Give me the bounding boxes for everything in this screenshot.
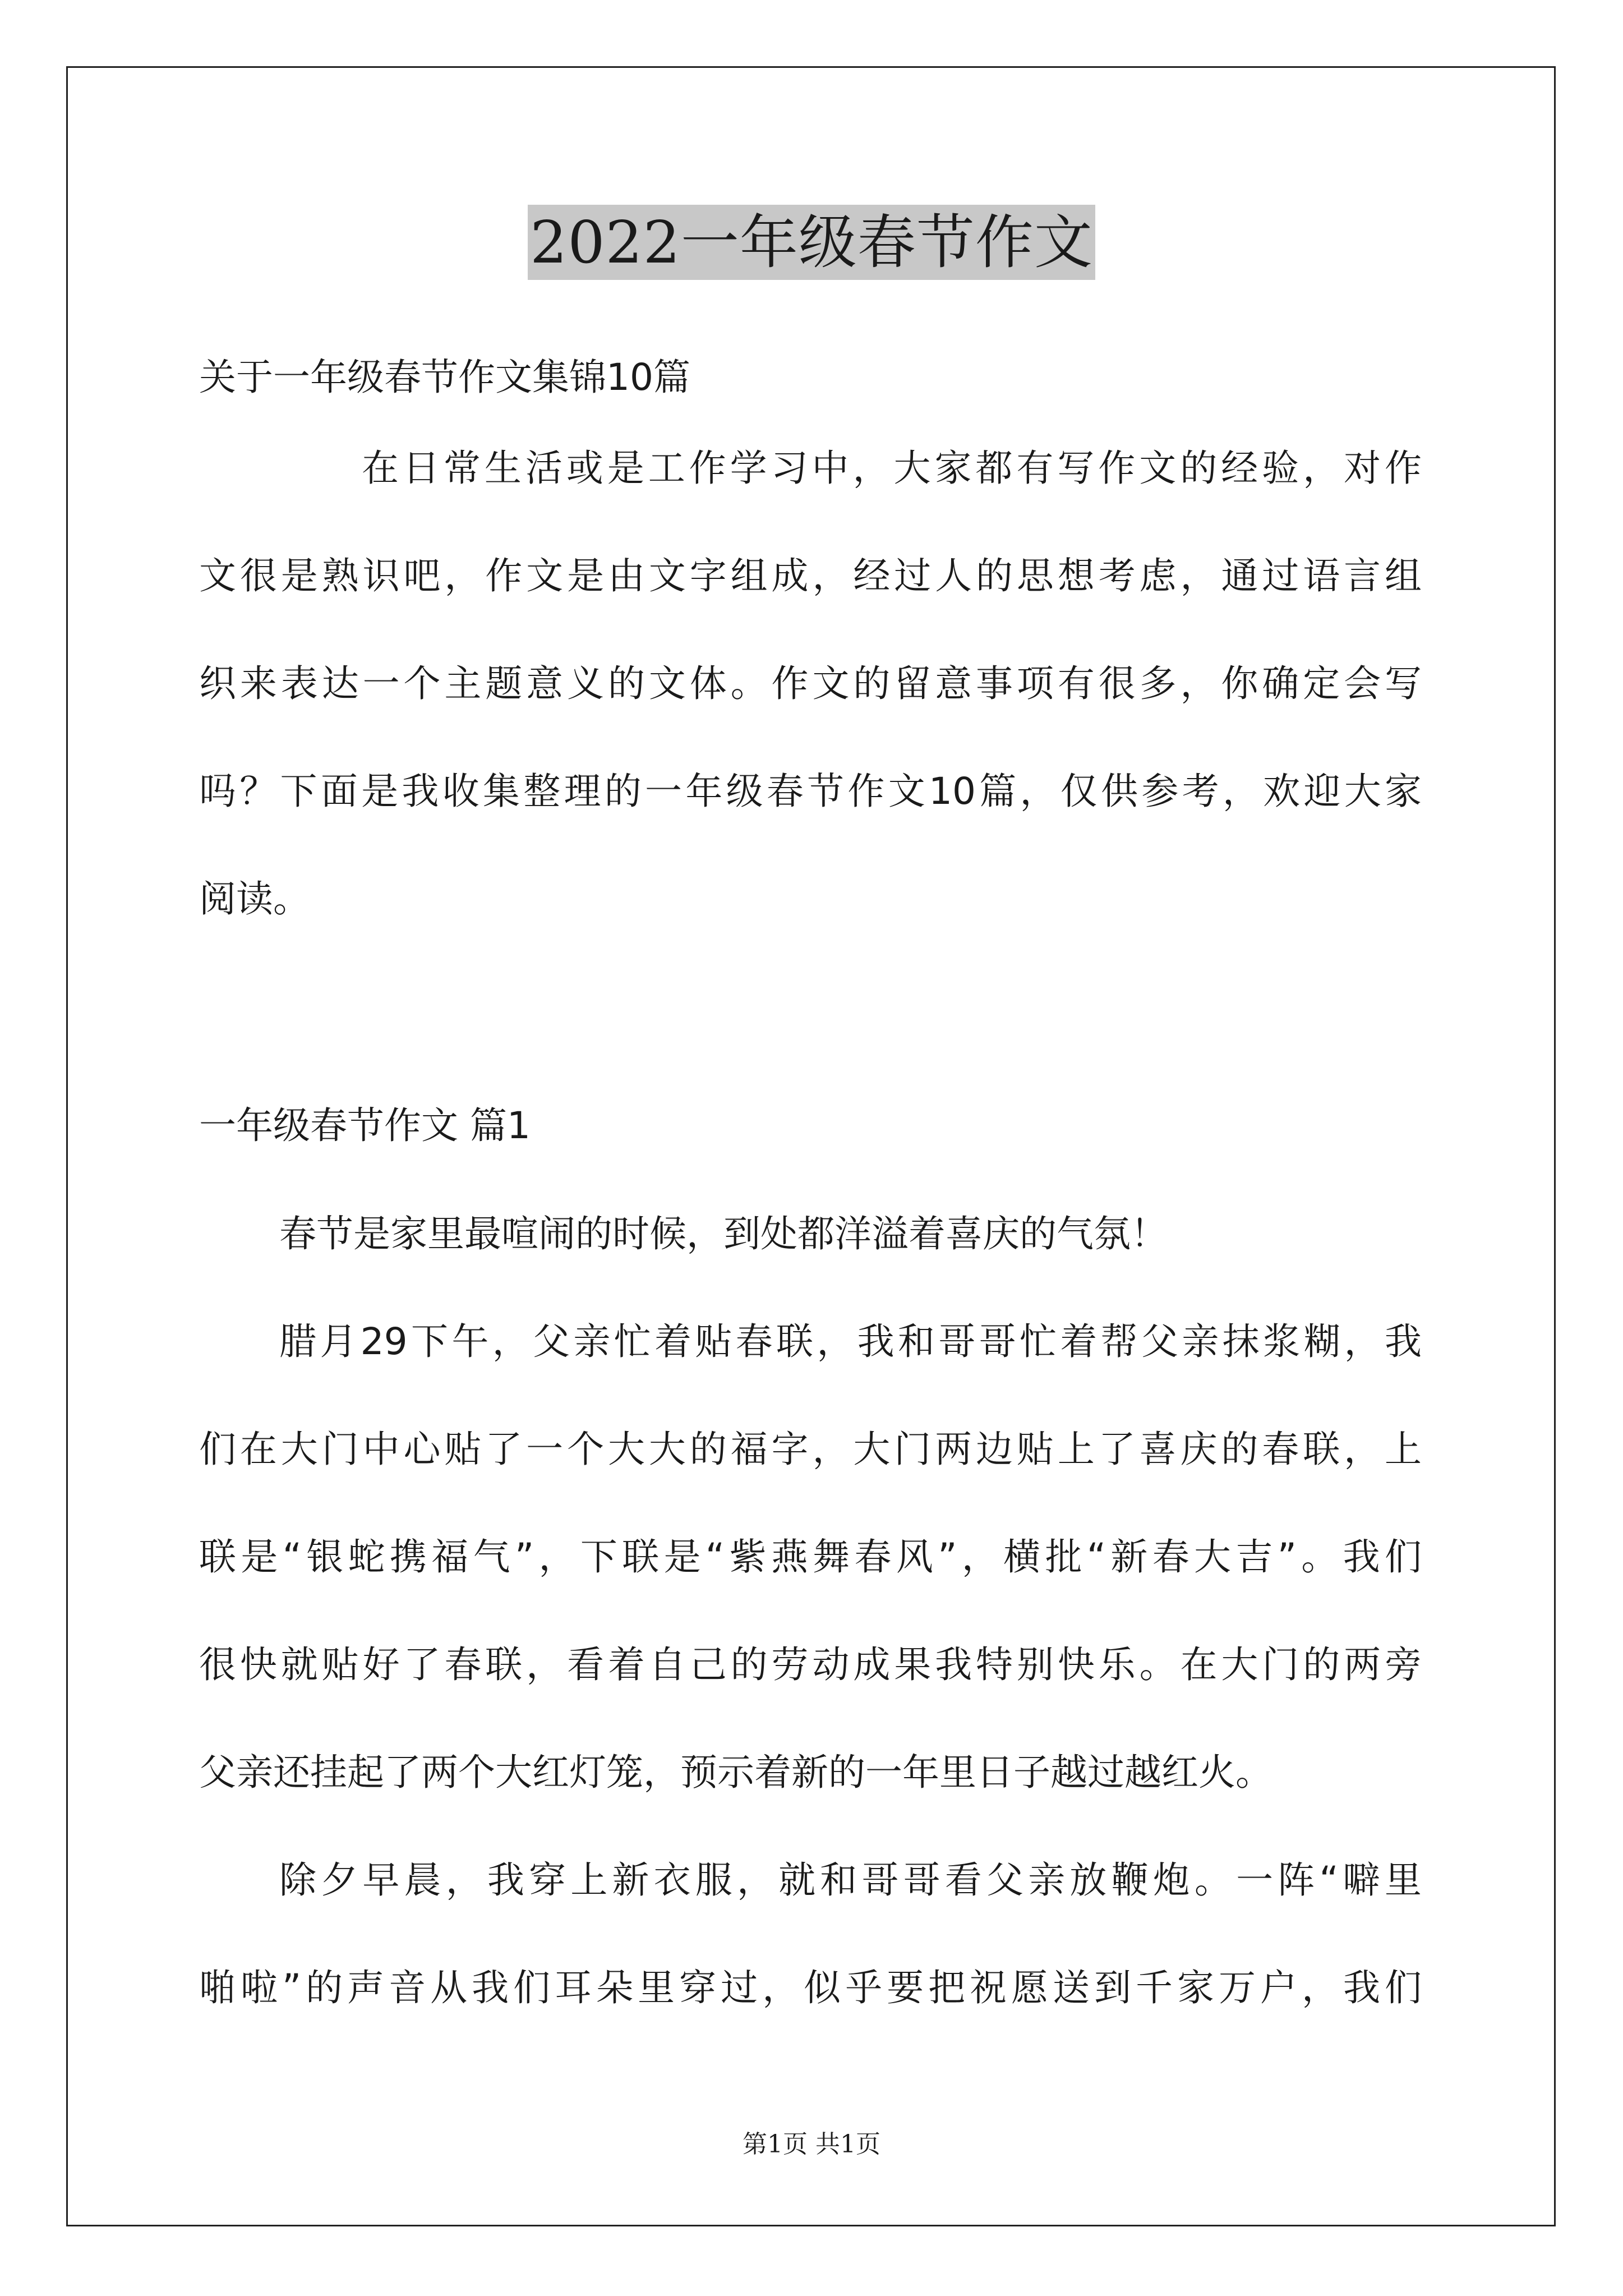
paragraph-line: 腊月29下午，父亲忙着贴春联，我和哥哥忙着帮父亲抹浆糊，我 — [279, 1320, 1422, 1363]
title-container — [0, 205, 1623, 280]
paragraph-line: 联是“银蛇携福气”，下联是“紫燕舞春风”，横批“新春大吉”。我们 — [199, 1535, 1422, 1579]
intro-line: 阅读。 — [199, 877, 310, 921]
paragraph-line: 春节是家里最喧闹的时候，到处都洋溢着喜庆的气氛！ — [279, 1212, 1168, 1255]
intro-line: 文很是熟识吧，作文是由文字组成，经过人的思想考虑，通过语言组 — [199, 554, 1422, 597]
intro-line: 吗？下面是我收集整理的一年级春节作文10篇，仅供参考，欢迎大家 — [199, 770, 1422, 813]
document-subtitle: 关于一年级春节作文集锦10篇 — [199, 356, 690, 399]
paragraph-line: 除夕早晨，我穿上新衣服，就和哥哥看父亲放鞭炮。一阵“噼里 — [279, 1858, 1422, 1902]
section-heading: 一年级春节作文 篇1 — [199, 1104, 531, 1147]
paragraph-line: 很快就贴好了春联，看着自己的劳动成果我特别快乐。在大门的两旁 — [199, 1643, 1422, 1686]
document-title: 2022一年级春节作文 — [528, 205, 1095, 280]
paragraph-line: 啪啦”的声音从我们耳朵里穿过，似乎要把祝愿送到千家万户，我们 — [199, 1966, 1422, 2009]
intro-line: 织来表达一个主题意义的文体。作文的留意事项有很多，你确定会写 — [199, 662, 1422, 705]
paragraph-line: 父亲还挂起了两个大红灯笼，预示着新的一年里日子越过越红火。 — [199, 1751, 1272, 1794]
intro-line: 在日常生活或是工作学习中，大家都有写作文的经验，对作 — [362, 447, 1422, 490]
page-footer: 第1页 共1页 — [743, 2130, 880, 2159]
paragraph-line: 们在大门中心贴了一个大大的福字，大门两边贴上了喜庆的春联，上 — [199, 1428, 1422, 1471]
